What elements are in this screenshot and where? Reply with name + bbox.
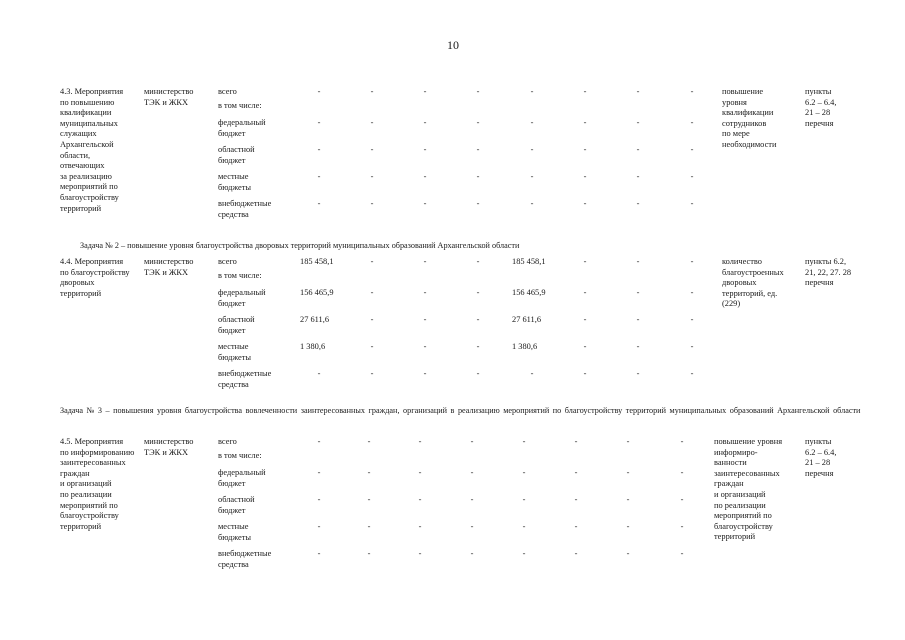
reference-line: перечня: [805, 468, 834, 478]
activity-line: дворовых: [60, 278, 95, 288]
empty-dash: -: [530, 369, 534, 378]
empty-dash: -: [470, 437, 474, 446]
empty-dash: -: [583, 315, 587, 324]
activity-line: по благоустройству: [60, 267, 130, 277]
empty-dash: -: [423, 288, 427, 297]
empty-dash: -: [690, 288, 694, 297]
executor-line: ТЭК и ЖКХ: [144, 97, 189, 107]
executor-line: ТЭК и ЖКХ: [144, 447, 189, 457]
empty-dash: -: [367, 437, 371, 446]
funding-source-label: бюджет: [218, 128, 246, 138]
funding-source-label: внебюджетные: [218, 199, 272, 208]
empty-dash: -: [583, 199, 587, 208]
page-number: 10: [447, 38, 459, 52]
empty-dash: -: [680, 495, 684, 504]
activity-line: благоустройству: [60, 511, 119, 521]
empty-dash: -: [317, 199, 321, 208]
empty-dash: -: [317, 172, 321, 181]
activity-line: граждан: [60, 468, 90, 478]
activity-line: территорий: [60, 288, 102, 298]
result-line: сотрудников: [722, 118, 767, 128]
funding-source-label: внебюджетные: [218, 369, 272, 378]
activity-line: муниципальных: [60, 118, 118, 128]
funding-source-label: бюджет: [218, 478, 246, 488]
activity-line: территорий: [60, 203, 102, 213]
activity-line: по информированию: [60, 447, 135, 457]
funding-amount: 185 458,1: [512, 257, 546, 266]
funding-source-label: бюджет: [218, 325, 246, 335]
empty-dash: -: [690, 315, 694, 324]
empty-dash: -: [476, 288, 480, 297]
empty-dash: -: [680, 522, 684, 531]
executor-line: ТЭК и ЖКХ: [144, 267, 189, 277]
activity-line: отвечающих: [60, 161, 105, 171]
funding-amount: 1 380,6: [300, 342, 326, 351]
empty-dash: -: [367, 495, 371, 504]
funding-source-label: федеральный: [218, 468, 266, 477]
empty-dash: -: [690, 369, 694, 378]
activity-line: по реализации: [60, 490, 112, 499]
empty-dash: -: [370, 342, 374, 351]
empty-dash: -: [574, 549, 578, 558]
activity-line: мероприятий по: [60, 500, 118, 510]
empty-dash: -: [530, 199, 534, 208]
result-line: благоустройству: [714, 521, 773, 531]
activity-line: территорий: [60, 521, 102, 531]
activity-line: 4.4. Мероприятия: [60, 257, 124, 266]
empty-dash: -: [476, 118, 480, 127]
funding-source-label: бюджеты: [218, 182, 252, 192]
empty-dash: -: [583, 257, 587, 266]
funding-source-label: федеральный: [218, 288, 266, 297]
task-3-heading: Задача № 3 – повышения уровня благоустройства вовлеченности заинтересованных граждан, организаций в реализацию мероприятий по благоустройству территорий муниципальных образований Архангельской области: [60, 406, 861, 415]
empty-dash: -: [690, 257, 694, 266]
empty-dash: -: [626, 437, 630, 446]
empty-dash: -: [423, 172, 427, 181]
empty-dash: -: [522, 522, 526, 531]
result-line: информиро-: [714, 447, 758, 457]
result-line: количество: [722, 257, 762, 266]
empty-dash: -: [476, 145, 480, 154]
empty-dash: -: [317, 549, 321, 558]
funding-amount: 1 380,6: [512, 342, 538, 351]
funding-source-label: местные: [218, 172, 249, 181]
funding-source-label: всего: [218, 437, 237, 446]
result-line: дворовых: [722, 278, 757, 288]
funding-source-label: внебюджетные: [218, 549, 272, 558]
reference-line: пункты: [805, 437, 832, 446]
task-2-heading: Задача № 2 – повышение уровня благоустройства дворовых территорий муниципальных образований Архангельской области: [80, 241, 520, 250]
empty-dash: -: [367, 549, 371, 558]
funding-source-label: местные: [218, 522, 249, 531]
funding-source-label: федеральный: [218, 118, 266, 127]
empty-dash: -: [583, 288, 587, 297]
reference-line: 6.2 – 6.4,: [805, 97, 837, 107]
funding-source-label: областной: [218, 315, 255, 324]
empty-dash: -: [574, 495, 578, 504]
empty-dash: -: [476, 199, 480, 208]
empty-dash: -: [680, 437, 684, 446]
funding-source-label: областной: [218, 495, 255, 504]
funding-source-label: в том числе:: [218, 451, 262, 460]
empty-dash: -: [370, 145, 374, 154]
activity-line: квалификации: [60, 108, 112, 118]
result-line: повышение уровня: [714, 437, 783, 446]
funding-source-label: областной: [218, 145, 255, 154]
empty-dash: -: [423, 342, 427, 351]
funding-source-label: в том числе:: [218, 101, 262, 110]
empty-dash: -: [574, 468, 578, 477]
empty-dash: -: [370, 118, 374, 127]
executor-line: министерство: [144, 437, 194, 446]
funding-source-label: средства: [218, 379, 249, 389]
result-line: (229): [722, 299, 741, 309]
empty-dash: -: [423, 118, 427, 127]
result-line: необходимости: [722, 140, 777, 149]
empty-dash: -: [476, 257, 480, 266]
empty-dash: -: [583, 342, 587, 351]
empty-dash: -: [317, 118, 321, 127]
empty-dash: -: [636, 145, 640, 154]
empty-dash: -: [370, 369, 374, 378]
empty-dash: -: [423, 369, 427, 378]
empty-dash: -: [370, 87, 374, 96]
reference-line: пункты 6.2,: [805, 257, 847, 266]
empty-dash: -: [317, 468, 321, 477]
empty-dash: -: [530, 87, 534, 96]
empty-dash: -: [690, 118, 694, 127]
activity-line: за реализацию: [60, 171, 112, 181]
reference-line: перечня: [805, 278, 834, 288]
empty-dash: -: [583, 369, 587, 378]
result-line: по мере: [722, 129, 750, 139]
empty-dash: -: [626, 522, 630, 531]
empty-dash: -: [522, 495, 526, 504]
empty-dash: -: [522, 549, 526, 558]
result-line: территорий, ед.: [722, 288, 778, 298]
activity-line: 4.3. Мероприятия: [60, 87, 124, 96]
empty-dash: -: [370, 315, 374, 324]
funding-source-label: бюджеты: [218, 352, 252, 362]
empty-dash: -: [690, 342, 694, 351]
empty-dash: -: [317, 369, 321, 378]
empty-dash: -: [476, 342, 480, 351]
empty-dash: -: [574, 437, 578, 446]
activity-line: и организаций: [60, 479, 112, 489]
reference-line: 21 – 28: [805, 458, 831, 468]
empty-dash: -: [423, 199, 427, 208]
empty-dash: -: [317, 87, 321, 96]
funding-source-label: всего: [218, 87, 237, 96]
funding-source-label: средства: [218, 209, 249, 219]
empty-dash: -: [418, 522, 422, 531]
funding-source-label: средства: [218, 559, 249, 569]
empty-dash: -: [680, 549, 684, 558]
reference-line: 21 – 28: [805, 108, 831, 118]
empty-dash: -: [636, 87, 640, 96]
empty-dash: -: [690, 87, 694, 96]
empty-dash: -: [418, 437, 422, 446]
funding-source-label: бюджет: [218, 155, 246, 165]
funding-amount: 156 465,9: [300, 288, 334, 297]
funding-source-label: бюджет: [218, 505, 246, 515]
empty-dash: -: [680, 468, 684, 477]
empty-dash: -: [317, 437, 321, 446]
empty-dash: -: [367, 468, 371, 477]
empty-dash: -: [626, 549, 630, 558]
funding-amount: 27 611,6: [300, 315, 330, 324]
funding-amount: 27 611,6: [512, 315, 542, 324]
empty-dash: -: [522, 437, 526, 446]
empty-dash: -: [636, 199, 640, 208]
empty-dash: -: [423, 145, 427, 154]
empty-dash: -: [470, 549, 474, 558]
empty-dash: -: [636, 257, 640, 266]
reference-line: 6.2 – 6.4,: [805, 447, 837, 457]
executor-line: министерство: [144, 87, 194, 96]
executor-line: министерство: [144, 257, 194, 266]
funding-source-label: бюджеты: [218, 532, 252, 542]
activity-line: заинтересованных: [60, 458, 126, 468]
empty-dash: -: [470, 468, 474, 477]
empty-dash: -: [522, 468, 526, 477]
result-line: повышение: [722, 87, 764, 96]
empty-dash: -: [423, 315, 427, 324]
empty-dash: -: [370, 288, 374, 297]
result-line: заинтересованных: [714, 468, 780, 478]
empty-dash: -: [574, 522, 578, 531]
result-line: и организаций: [714, 490, 766, 499]
reference-line: перечня: [805, 118, 834, 128]
empty-dash: -: [476, 369, 480, 378]
empty-dash: -: [370, 257, 374, 266]
empty-dash: -: [530, 172, 534, 181]
result-line: по реализации: [714, 500, 766, 510]
empty-dash: -: [583, 87, 587, 96]
empty-dash: -: [626, 495, 630, 504]
empty-dash: -: [530, 145, 534, 154]
empty-dash: -: [636, 369, 640, 378]
empty-dash: -: [636, 315, 640, 324]
empty-dash: -: [418, 495, 422, 504]
activity-line: благоустройству: [60, 193, 119, 202]
activity-line: мероприятий по: [60, 182, 118, 192]
empty-dash: -: [370, 172, 374, 181]
activity-line: служащих: [60, 129, 97, 139]
result-line: квалификации: [722, 108, 774, 118]
result-line: граждан: [714, 479, 744, 489]
empty-dash: -: [690, 172, 694, 181]
empty-dash: -: [367, 522, 371, 531]
result-line: мероприятий по: [714, 511, 772, 521]
funding-amount: 185 458,1: [300, 257, 334, 266]
empty-dash: -: [626, 468, 630, 477]
result-line: ванности: [714, 458, 747, 468]
empty-dash: -: [423, 257, 427, 266]
empty-dash: -: [317, 495, 321, 504]
activity-line: по повышению: [60, 97, 115, 107]
empty-dash: -: [690, 145, 694, 154]
empty-dash: -: [470, 522, 474, 531]
activity-line: Архангельской: [60, 140, 114, 149]
empty-dash: -: [636, 288, 640, 297]
activity-line: области,: [60, 150, 91, 160]
empty-dash: -: [636, 172, 640, 181]
result-line: благоустроенных: [722, 267, 784, 277]
funding-source-label: местные: [218, 342, 249, 351]
funding-source-label: в том числе:: [218, 271, 262, 280]
activity-line: 4.5. Мероприятия: [60, 437, 124, 446]
empty-dash: -: [583, 172, 587, 181]
funding-source-label: всего: [218, 257, 237, 266]
result-line: уровня: [722, 97, 747, 107]
empty-dash: -: [418, 549, 422, 558]
empty-dash: -: [418, 468, 422, 477]
empty-dash: -: [370, 199, 374, 208]
result-line: территорий: [714, 532, 756, 542]
funding-source-label: бюджет: [218, 298, 246, 308]
empty-dash: -: [476, 172, 480, 181]
empty-dash: -: [317, 522, 321, 531]
empty-dash: -: [583, 118, 587, 127]
empty-dash: -: [423, 87, 427, 96]
reference-line: пункты: [805, 87, 832, 96]
empty-dash: -: [530, 118, 534, 127]
empty-dash: -: [317, 145, 321, 154]
funding-amount: 156 465,9: [512, 288, 546, 297]
empty-dash: -: [476, 87, 480, 96]
empty-dash: -: [636, 342, 640, 351]
empty-dash: -: [636, 118, 640, 127]
empty-dash: -: [583, 145, 587, 154]
empty-dash: -: [476, 315, 480, 324]
reference-line: 21, 22, 27. 28: [805, 267, 852, 277]
empty-dash: -: [690, 199, 694, 208]
empty-dash: -: [470, 495, 474, 504]
